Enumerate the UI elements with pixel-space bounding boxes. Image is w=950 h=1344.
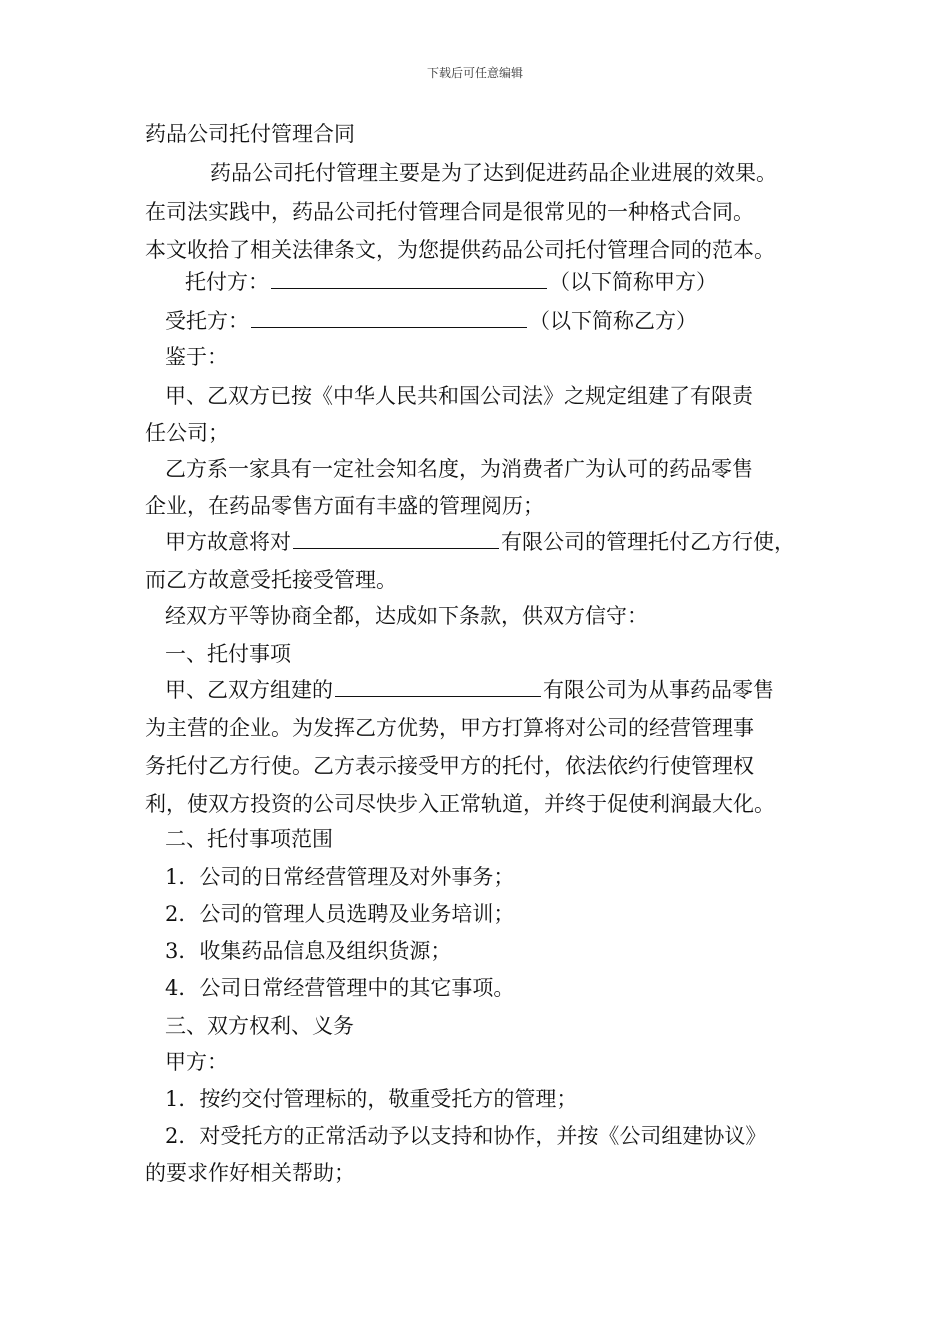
- whereas-2-line-1: 乙方系一家具有一定社会知名度，为消费者广为认可的药品零售: [165, 457, 753, 481]
- section-3-item-1: 1．按约交付管理标的，敬重受托方的管理；: [165, 1087, 578, 1111]
- section-1-line-1: [165, 676, 774, 704]
- joint-company-blank[interactable]: [335, 676, 541, 697]
- section-2-item-4: 4．公司日常经营管理中的其它事项。: [165, 976, 515, 1000]
- party-a-line: [185, 268, 717, 296]
- whereas-3-line-1: [165, 528, 795, 556]
- section-3-item-2-line-1: 2．对受托方的正常活动予以支持和协作，并按《公司组建协议》: [165, 1124, 767, 1148]
- party-a-blank[interactable]: [271, 268, 547, 289]
- agreement-line: 经双方平等协商全都，达成如下条款，供双方信守：: [165, 604, 648, 628]
- header-note: 下载后可任意编辑: [426, 66, 523, 80]
- whereas-2-line-2: 企业，在药品零售方面有丰盛的管理阅历；: [145, 494, 544, 518]
- intro-line-3: 本文收拾了相关法律条文，为您提供药品公司托付管理合同的范本。: [145, 238, 775, 262]
- company-name-blank[interactable]: [293, 528, 499, 549]
- intro-line-1: 药品公司托付管理主要是为了达到促进药品企业进展的效果。: [210, 161, 777, 185]
- section-1-line-2: 为主营的企业。为发挥乙方优势，甲方打算将对公司的经营管理事: [145, 716, 754, 740]
- whereas-1-line-2: 任公司；: [145, 421, 229, 445]
- party-b-line: [165, 307, 697, 335]
- party-a-label: 托付方：: [185, 270, 269, 294]
- section-1-suffix: 有限公司为从事药品零售: [543, 678, 774, 702]
- whereas-1-line-1: 甲、乙双方已按《中华人民共和国公司法》之规定组建了有限责: [165, 384, 753, 408]
- party-b-label: 受托方：: [165, 309, 249, 333]
- intro-line-2: 在司法实践中，药品公司托付管理合同是很常见的一种格式合同。: [145, 200, 754, 224]
- section-2-item-2: 2．公司的管理人员选聘及业务培训；: [165, 902, 515, 926]
- party-b-suffix: （以下简称乙方）: [529, 309, 697, 333]
- whereas-3-line-2: 而乙方故意受托接受管理。: [145, 568, 397, 592]
- whereas-3-prefix: 甲方故意将对: [165, 530, 291, 554]
- party-b-blank[interactable]: [251, 307, 527, 328]
- section-2-item-1: 1．公司的日常经营管理及对外事务；: [165, 865, 515, 889]
- section-2-heading: 二、托付事项范围: [165, 827, 333, 851]
- section-1-heading: 一、托付事项: [165, 642, 291, 666]
- section-3-item-2-line-2: 的要求作好相关帮助；: [145, 1161, 355, 1185]
- whereas-heading: 鉴于：: [165, 345, 228, 369]
- section-3-party-a: 甲方：: [165, 1050, 228, 1074]
- party-a-suffix: （以下简称甲方）: [549, 270, 717, 294]
- section-2-item-3: 3．收集药品信息及组织货源；: [165, 939, 452, 963]
- whereas-3-suffix: 有限公司的管理托付乙方行使，: [501, 530, 795, 554]
- section-1-line-3: 务托付乙方行使。乙方表示接受甲方的托付，依法依约行使管理权: [145, 754, 754, 778]
- section-1-prefix: 甲、乙双方组建的: [165, 678, 333, 702]
- document-title: 药品公司托付管理合同: [145, 122, 355, 146]
- section-1-line-4: 利，使双方投资的公司尽快步入正常轨道，并终于促使利润最大化。: [145, 792, 775, 816]
- section-3-heading: 三、双方权利、义务: [165, 1014, 354, 1038]
